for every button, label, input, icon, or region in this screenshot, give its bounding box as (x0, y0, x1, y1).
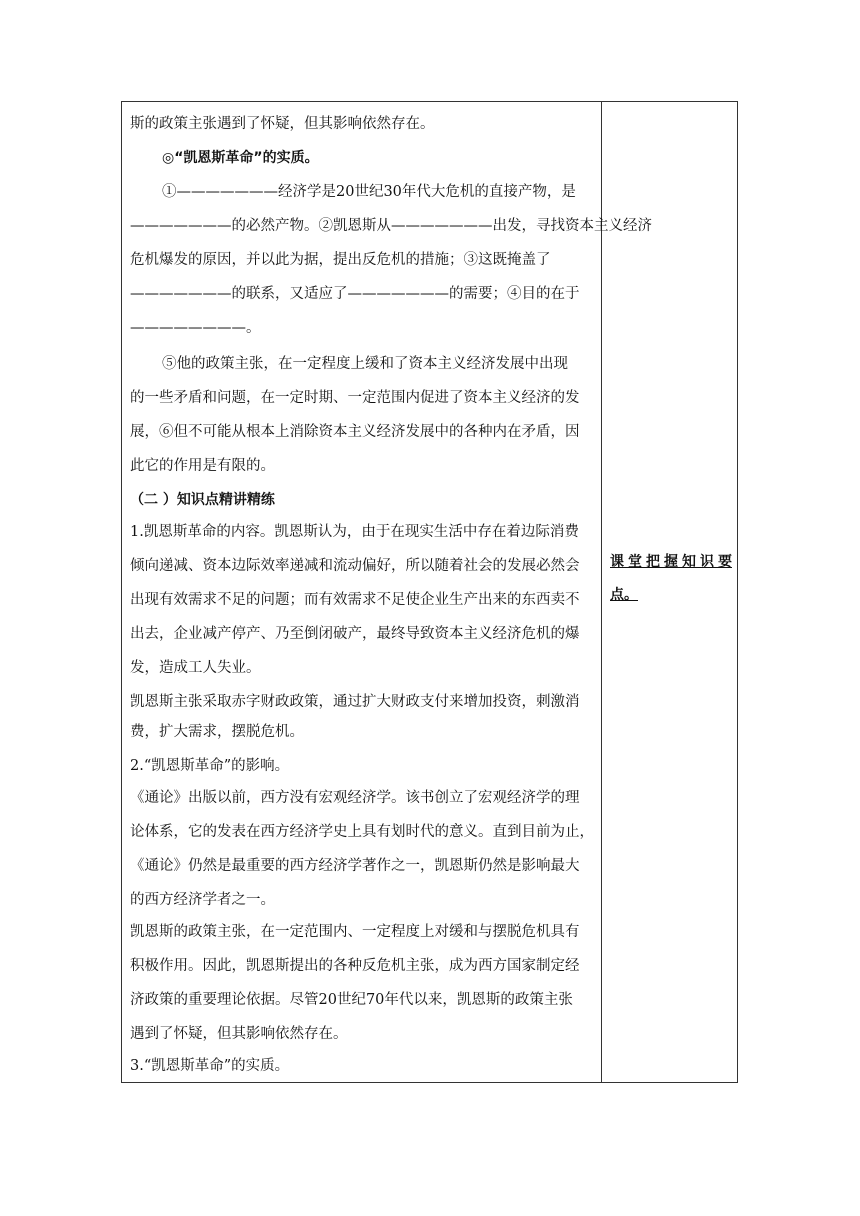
text-line: 危机爆发的原因，并以此为据，提出反危机的措施；③这既掩盖了 (130, 252, 551, 268)
text-line: ————————。 (130, 320, 261, 336)
text-line: 《通论》出版以前，西方没有宏观经济学。该书创立了宏观经济学的理 (130, 790, 580, 806)
text-line: ———————的联系，又适应了———————的需要；④目的在于 (130, 286, 580, 302)
text-line: 积极作用。因此，凯恩斯提出的各种反危机主张，成为西方国家制定经 (130, 958, 580, 974)
text-line: 2.“凯恩斯革命”的影响。 (130, 758, 290, 774)
text-line: 出去，企业减产停产、乃至倒闭破产，最终导致资本主义经济危机的爆 (130, 626, 580, 642)
text-line: 1.凯恩斯革命的内容。凯恩斯认为，由于在现实生活中存在着边际消费 (130, 524, 579, 540)
text-line: ———————的必然产物。②凯恩斯从———————出发，寻找资本主义经济 (130, 218, 652, 234)
text-line: 的一些矛盾和问题，在一定时期、一定范围内促进了资本主义经济的发 (130, 390, 580, 406)
text-line: 出现有效需求不足的问题；而有效需求不足使企业生产出来的东西卖不 (130, 592, 580, 608)
text-line: 论体系，它的发表在西方经济学史上具有划时代的意义。直到目前为止， (130, 824, 594, 840)
text-line: 斯的政策主张遇到了怀疑，但其影响依然存在。 (130, 116, 435, 132)
text-line: 凯恩斯的政策主张，在一定范围内、一定程度上对缓和与摆脱危机具有 (130, 924, 580, 940)
text-line: 3.“凯恩斯革命”的实质。 (130, 1058, 290, 1074)
side-column (602, 102, 737, 1082)
text-line: 的西方经济学者之一。 (130, 892, 275, 908)
text-line: ⑤他的政策主张，在一定程度上缓和了资本主义经济发展中出现 (162, 356, 568, 372)
main-column (122, 102, 652, 1082)
section-heading: （二 ）知识点精讲精练 (130, 492, 275, 508)
text-line: 凯恩斯主张采取赤字财政政策，通过扩大财政支付来增加投资，刺激消 (130, 694, 580, 710)
content-table (121, 101, 738, 1083)
text-line: 《通论》仍然是最重要的西方经济学著作之一，凯恩斯仍然是影响最大 (130, 858, 580, 874)
side-note-line: 课堂把握知识要 (610, 554, 732, 570)
text-line: 遇到了怀疑，但其影响依然存在。 (130, 1026, 348, 1042)
text-line: 展，⑥但不可能从根本上消除资本主义经济发展中的各种内在矛盾，因 (130, 424, 580, 440)
text-line: 此它的作用是有限的。 (130, 458, 275, 474)
side-note-line: 点。 (610, 587, 638, 603)
text-line: 费，扩大需求，摆脱危机。 (130, 724, 304, 740)
text-line: 倾向递减、资本边际效率递减和流动偏好，所以随着社会的发展必然会 (130, 558, 580, 574)
section-heading: ◎“凯恩斯革命”的实质。 (162, 150, 319, 166)
text-line: ①———————经济学是20世纪30年代大危机的直接产物，是 (162, 184, 576, 200)
text-line: 发，造成工人失业。 (130, 660, 261, 676)
text-line: 济政策的重要理论依据。尽管20世纪70年代以来，凯恩斯的政策主张 (130, 992, 573, 1008)
